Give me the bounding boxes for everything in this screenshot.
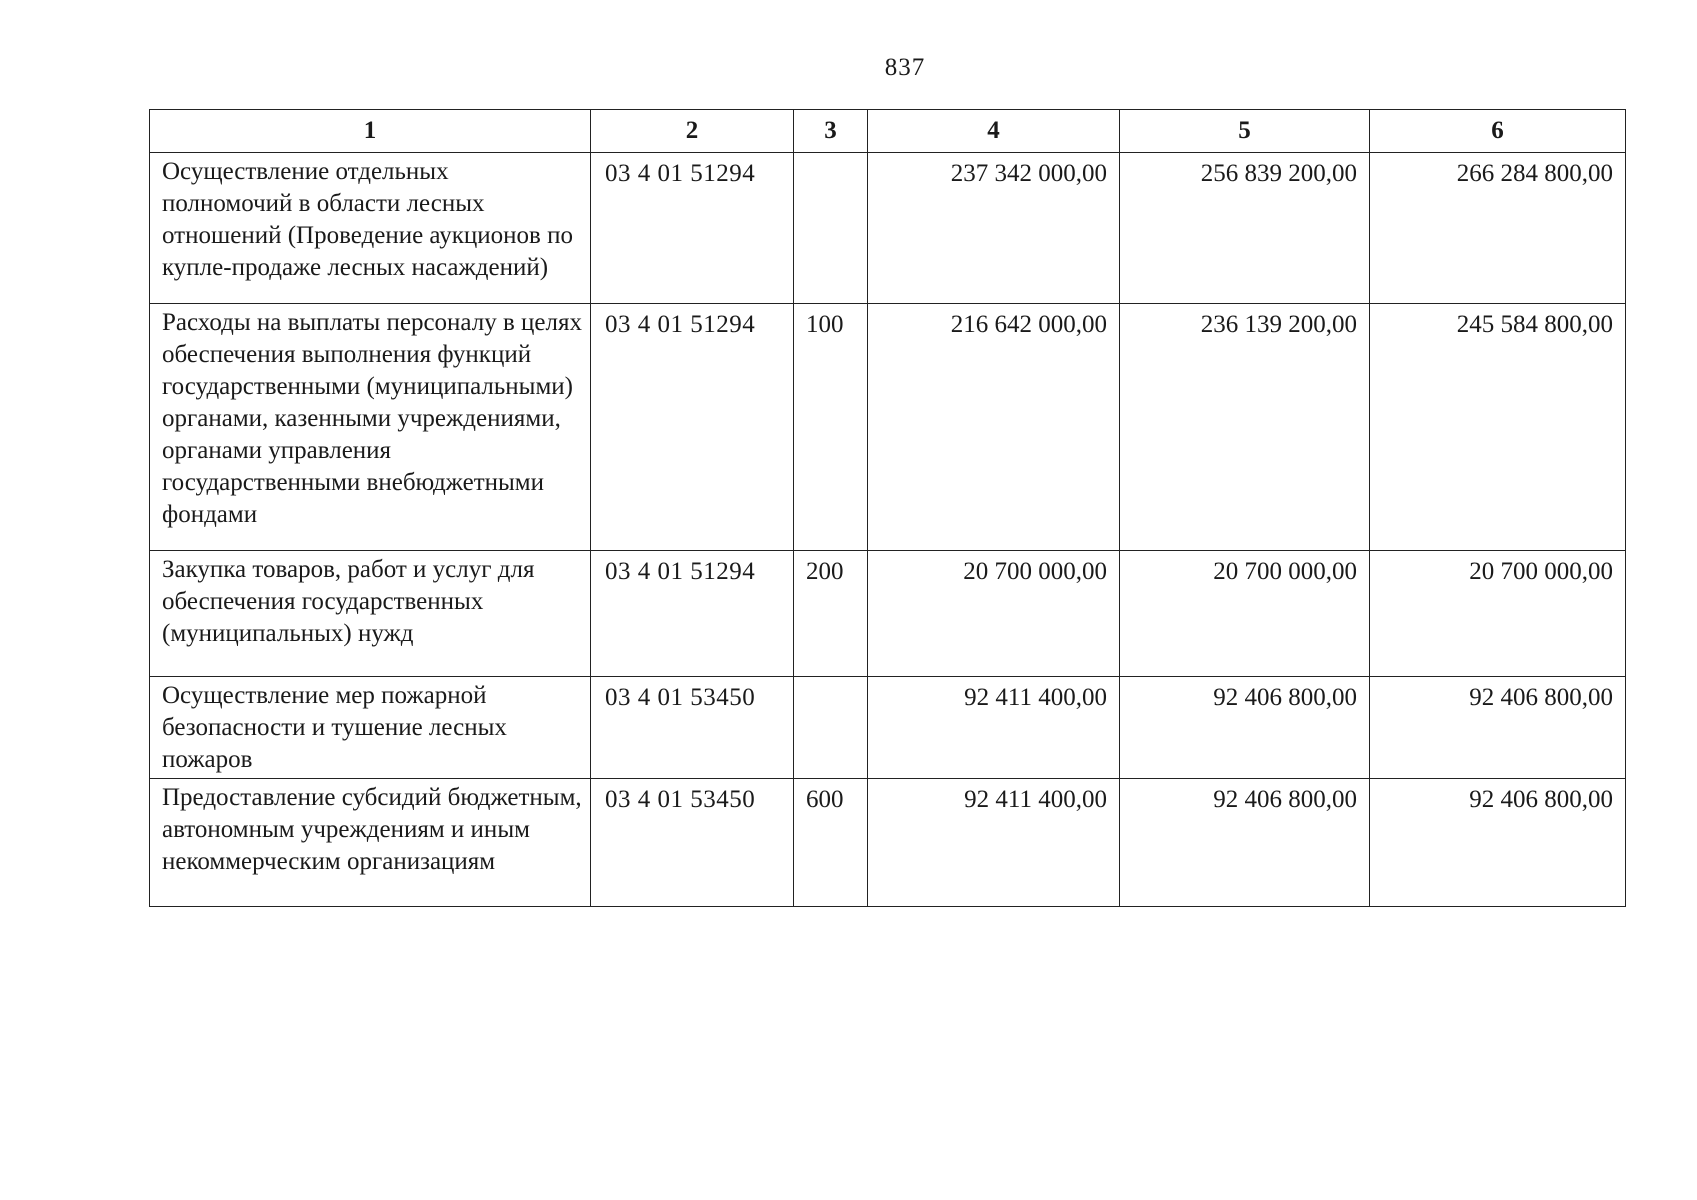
row-expense-type: 100 — [794, 304, 868, 551]
table-row — [150, 304, 1626, 551]
budget-table — [149, 109, 1626, 907]
table-row — [150, 779, 1626, 907]
row-amount-year-1: 216 642 000,00 — [868, 304, 1120, 551]
page-number: 837 — [884, 54, 926, 81]
header-col-2: 2 — [591, 110, 794, 153]
row-amount-year-2: 256 839 200,00 — [1120, 153, 1370, 304]
row-amount-year-1: 92 411 400,00 — [868, 677, 1120, 779]
row-amount-year-3: 245 584 800,00 — [1370, 304, 1626, 551]
row-target-code: 03 4 01 51294 — [591, 153, 794, 304]
row-name: Осуществление отдельных полномочий в области лесных отношений (Проведение аукционов по купле-продаже лесных насаждений) — [150, 153, 591, 304]
row-amount-year-2: 236 139 200,00 — [1120, 304, 1370, 551]
row-target-code: 03 4 01 53450 — [591, 779, 794, 907]
row-amount-year-3: 266 284 800,00 — [1370, 153, 1626, 304]
row-name: Осуществление мер пожарной безопасности и тушение лесных пожаров — [150, 677, 591, 779]
row-target-code: 03 4 01 53450 — [591, 677, 794, 779]
row-amount-year-2: 92 406 800,00 — [1120, 677, 1370, 779]
row-amount-year-3: 20 700 000,00 — [1370, 551, 1626, 677]
row-target-code: 03 4 01 51294 — [591, 551, 794, 677]
row-expense-type: 600 — [794, 779, 868, 907]
row-amount-year-3: 92 406 800,00 — [1370, 677, 1626, 779]
header-col-4: 4 — [868, 110, 1120, 153]
header-col-3: 3 — [794, 110, 868, 153]
row-target-code: 03 4 01 51294 — [591, 304, 794, 551]
row-name: Закупка товаров, работ и услуг для обеспечения государственных (муниципальных) нужд — [150, 551, 591, 677]
header-col-6: 6 — [1370, 110, 1626, 153]
row-amount-year-1: 20 700 000,00 — [868, 551, 1120, 677]
row-expense-type — [794, 677, 868, 779]
row-amount-year-3: 92 406 800,00 — [1370, 779, 1626, 907]
row-amount-year-2: 92 406 800,00 — [1120, 779, 1370, 907]
row-name: Расходы на выплаты персоналу в целях обеспечения выполнения функций государственными (муниципальными) органами, казенными учреждениями, органами управления государственными внебюджетными фондами — [150, 304, 591, 551]
row-amount-year-1: 92 411 400,00 — [868, 779, 1120, 907]
table-row — [150, 677, 1626, 779]
row-expense-type — [794, 153, 868, 304]
row-amount-year-2: 20 700 000,00 — [1120, 551, 1370, 677]
row-amount-year-1: 237 342 000,00 — [868, 153, 1120, 304]
row-expense-type: 200 — [794, 551, 868, 677]
header-col-1: 1 — [150, 110, 591, 153]
table-row — [150, 153, 1626, 304]
row-name: Предоставление субсидий бюджетным, автономным учреждениям и иным некоммерческим организациям — [150, 779, 591, 907]
table-row — [150, 551, 1626, 677]
table-header-row — [150, 110, 1626, 153]
header-col-5: 5 — [1120, 110, 1370, 153]
